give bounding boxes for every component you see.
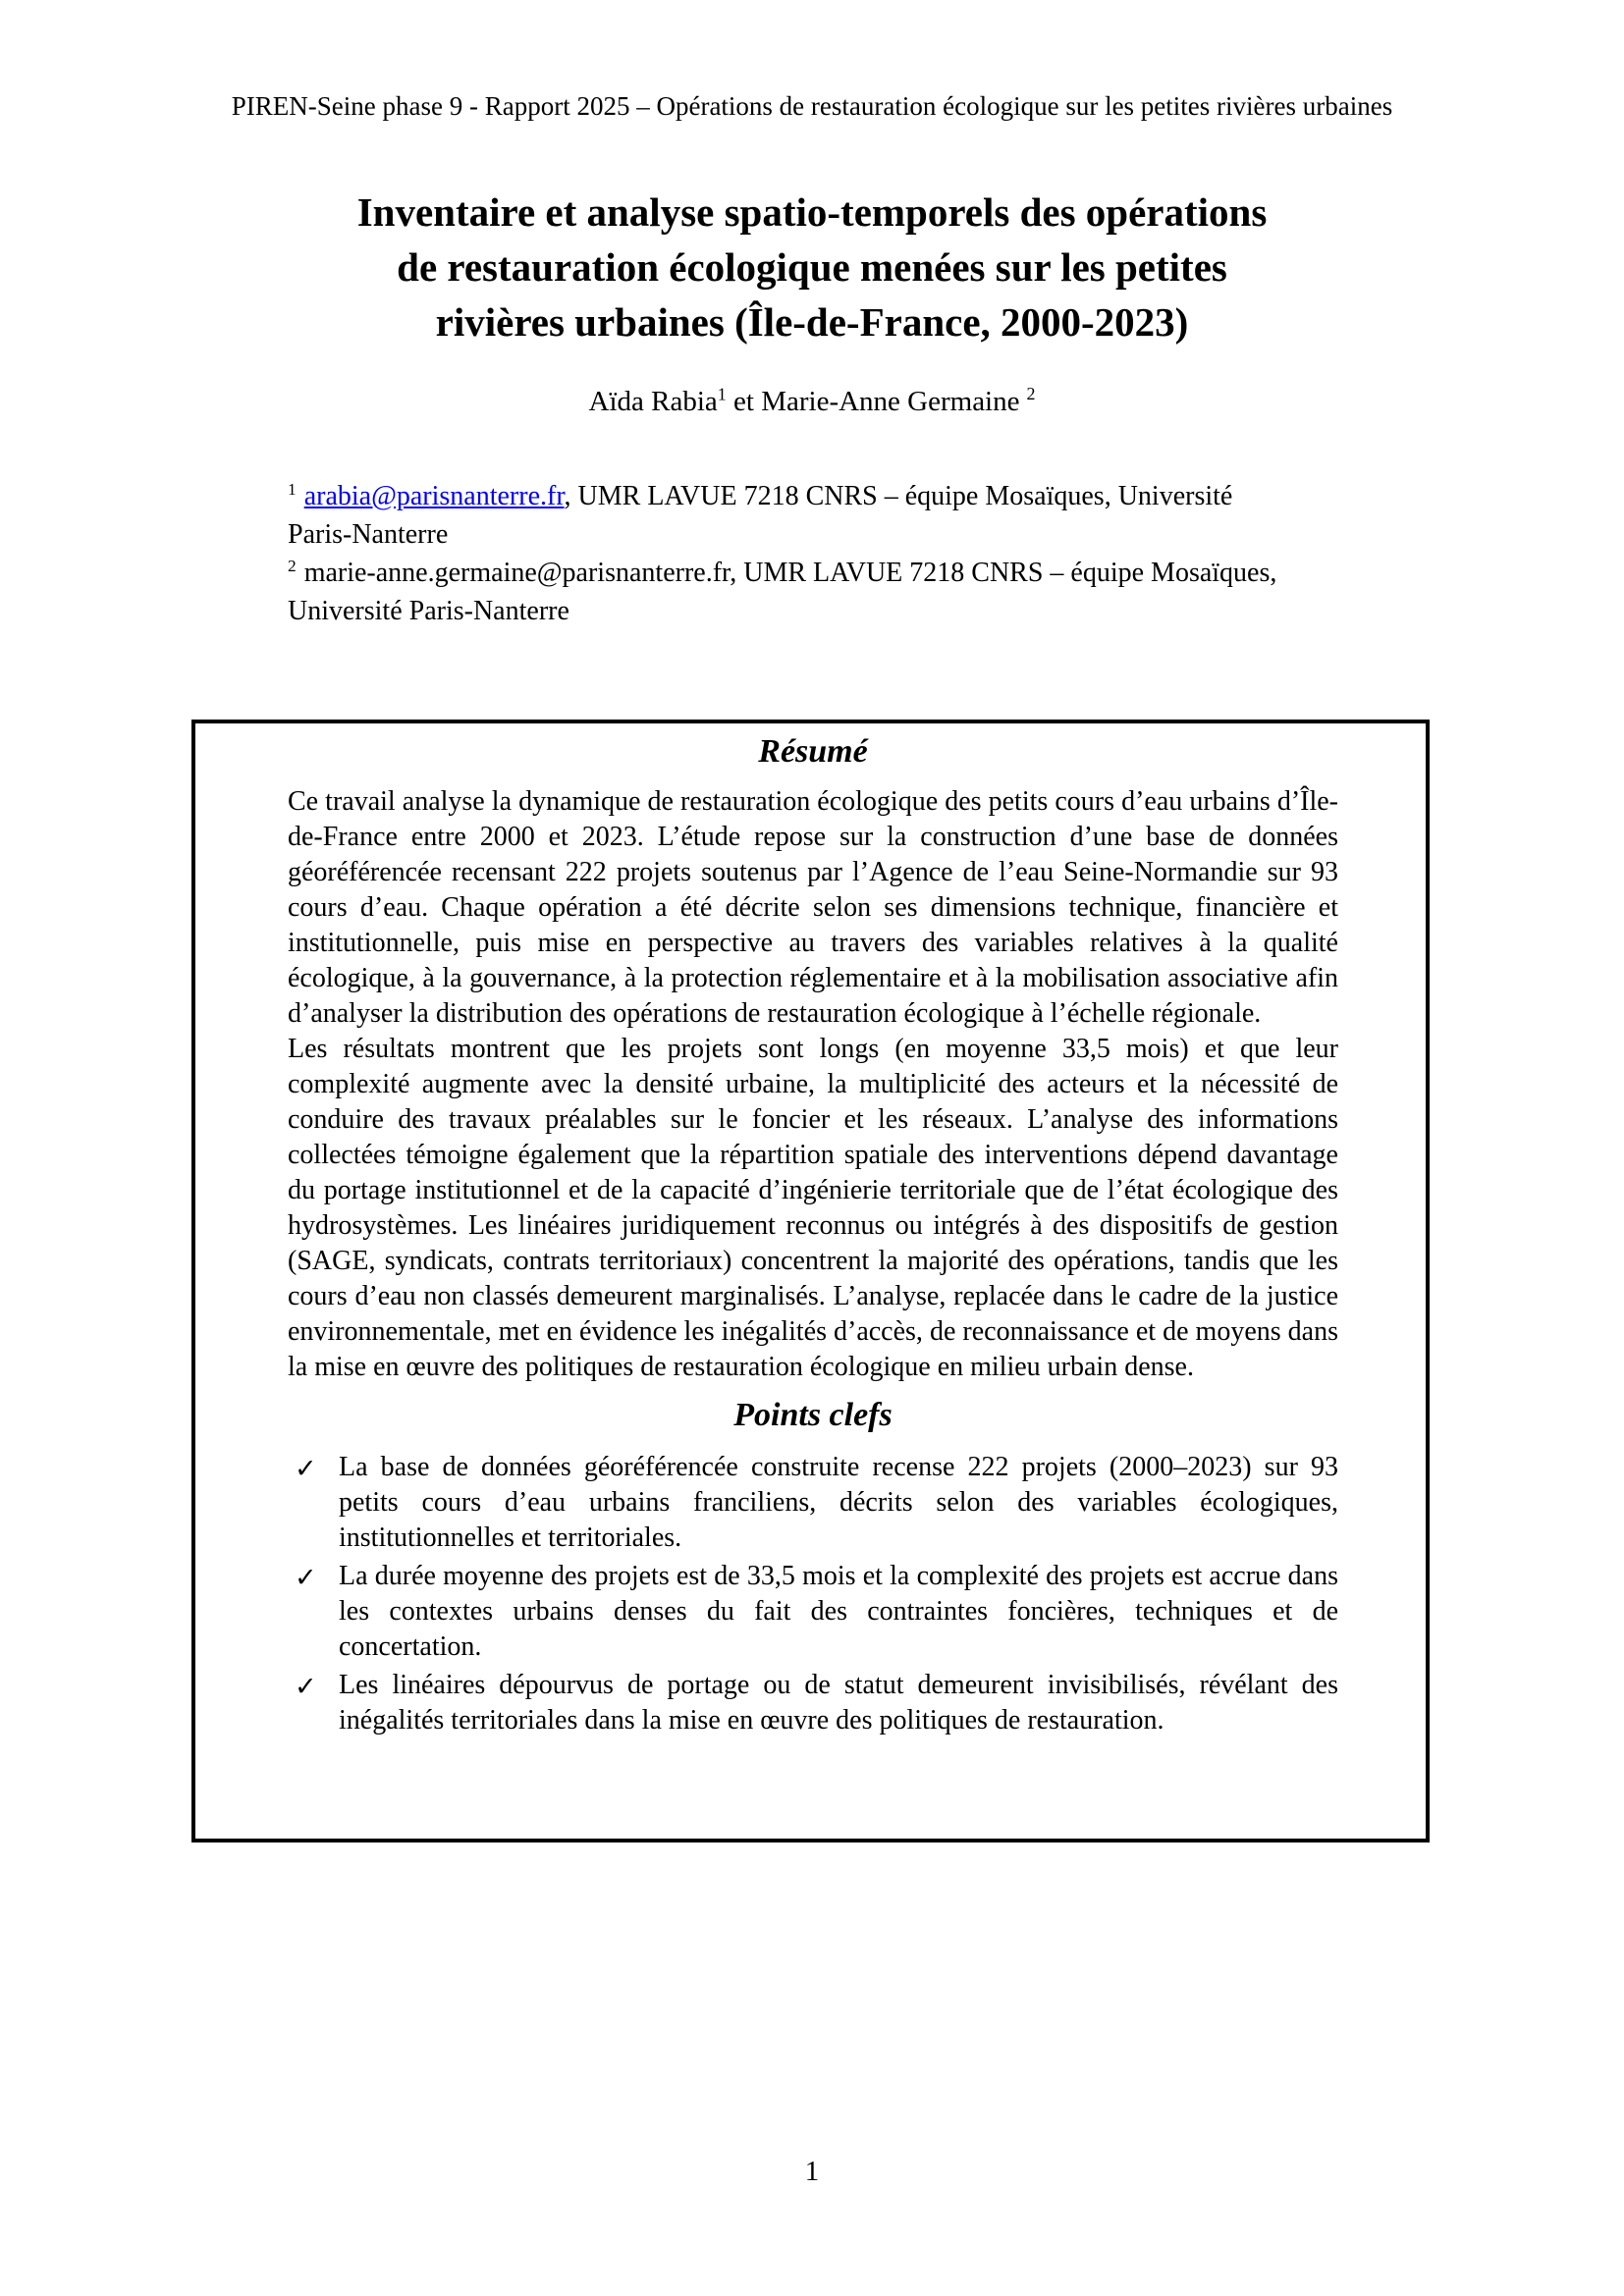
- affiliation-2-superscript: 2: [288, 556, 297, 575]
- affiliation-2: [288, 554, 1289, 630]
- key-point-text-1: La base de données géoréférencée construite recense 222 projets (2000–2023) sur 93 petits cours d’eau urbains franciliens, décrits selon des variables écologiques, institutionnelles et territoriales.: [339, 1452, 1338, 1553]
- abstract-box: [191, 720, 1430, 1842]
- author-1-superscript: 1: [717, 384, 727, 404]
- authors-separator: et Marie-Anne Germaine: [726, 386, 1020, 417]
- email-link-author-1[interactable]: arabia@parisnanterre.fr: [303, 481, 565, 511]
- page-number: 1: [804, 2156, 820, 2187]
- key-point-text-3: Les linéaires dépourvus de portage ou de statut demeurent invisibilisés, révélant des inégalités territoriales dans la mise en œuvre des politiques de restauration.: [339, 1670, 1338, 1735]
- key-points-heading: Points clefs: [733, 1397, 893, 1433]
- author-2-superscript: 2: [1026, 384, 1036, 404]
- affiliation-1-superscript: 1: [288, 479, 297, 499]
- running-header: PIREN-Seine phase 9 - Rapport 2025 – Opérations de restauration écologique sur les petites rivières urbaines: [231, 91, 1393, 121]
- key-point-item-3: [288, 1668, 1338, 1738]
- title-line-2: de restauration écologique menées sur les petites: [397, 244, 1227, 290]
- checkmark-icon: ✓: [295, 1563, 317, 1592]
- affiliation-1: [288, 477, 1289, 554]
- checkmark-icon: ✓: [295, 1454, 317, 1483]
- key-point-item-1: [288, 1450, 1338, 1556]
- authors-line: [0, 386, 1624, 418]
- title-line-1: Inventaire et analyse spatio-temporels des opérations: [356, 189, 1268, 235]
- affiliations-block: [288, 477, 1289, 630]
- affiliation-1-text: , UMR LAVUE 7218 CNRS – équipe Mosaïques, Université Paris-Nanterre: [288, 481, 1233, 550]
- affiliation-2-text: marie-anne.germaine@parisnanterre.fr, UMR LAVUE 7218 CNRS – équipe Mosaïques, Université Paris-Nanterre: [288, 558, 1277, 626]
- author-1-name: Aïda Rabia: [588, 386, 718, 417]
- checkmark-icon: ✓: [295, 1672, 317, 1701]
- abstract-paragraph-1: Ce travail analyse la dynamique de restauration écologique des petits cours d’eau urbains d’Île-de-France entre 2000 et 2023. L’étude repose sur la construction d’une base de données géoréférencée recensant 222 projets soutenus par l’Agence de l’eau Seine-Normandie sur 93 cours d’eau. Chaque opération a été décrite selon ses dimensions technique, financière et institutionnelle, puis mise en perspective au travers des variables relatives à la qualité écologique, à la gouvernance, à la protection réglementaire et à la mobilisation associative afin d’analyser la distribution des opérations de restauration écologique à l’échelle régionale.: [288, 786, 1338, 1029]
- paper-title: [0, 185, 1624, 349]
- title-line-3: rivières urbaines (Île-de-France, 2000-2023): [435, 299, 1189, 345]
- key-point-item-2: [288, 1559, 1338, 1665]
- abstract-paragraph-2: Les résultats montrent que les projets sont longs (en moyenne 33,5 mois) et que leur complexité augmente avec la densité urbaine, la multiplicité des acteurs et la nécessité de conduire des travaux préalables sur le foncier et les réseaux. L’analyse des informations collectées témoigne également que la répartition spatiale des interventions dépend davantage du portage institutionnel et de la capacité d’ingénierie territoriale que de l’état écologique des hydrosystèmes. Les linéaires juridiquement reconnus ou intégrés à des dispositifs de gestion (SAGE, syndicats, contrats territoriaux) concentrent la majorité des opérations, tandis que les cours d’eau non classés demeurent marginalisés. L’analyse, replacée dans le cadre de la justice environnementale, met en évidence les inégalités d’accès, de reconnaissance et de moyens dans la mise en œuvre des politiques de restauration écologique en milieu urbain dense.: [288, 1034, 1338, 1382]
- abstract-heading: Résumé: [758, 733, 868, 770]
- key-point-text-2: La durée moyenne des projets est de 33,5 mois et la complexité des projets est accrue dans les contextes urbains denses du fait des contraintes foncières, techniques et de concertation.: [339, 1561, 1338, 1662]
